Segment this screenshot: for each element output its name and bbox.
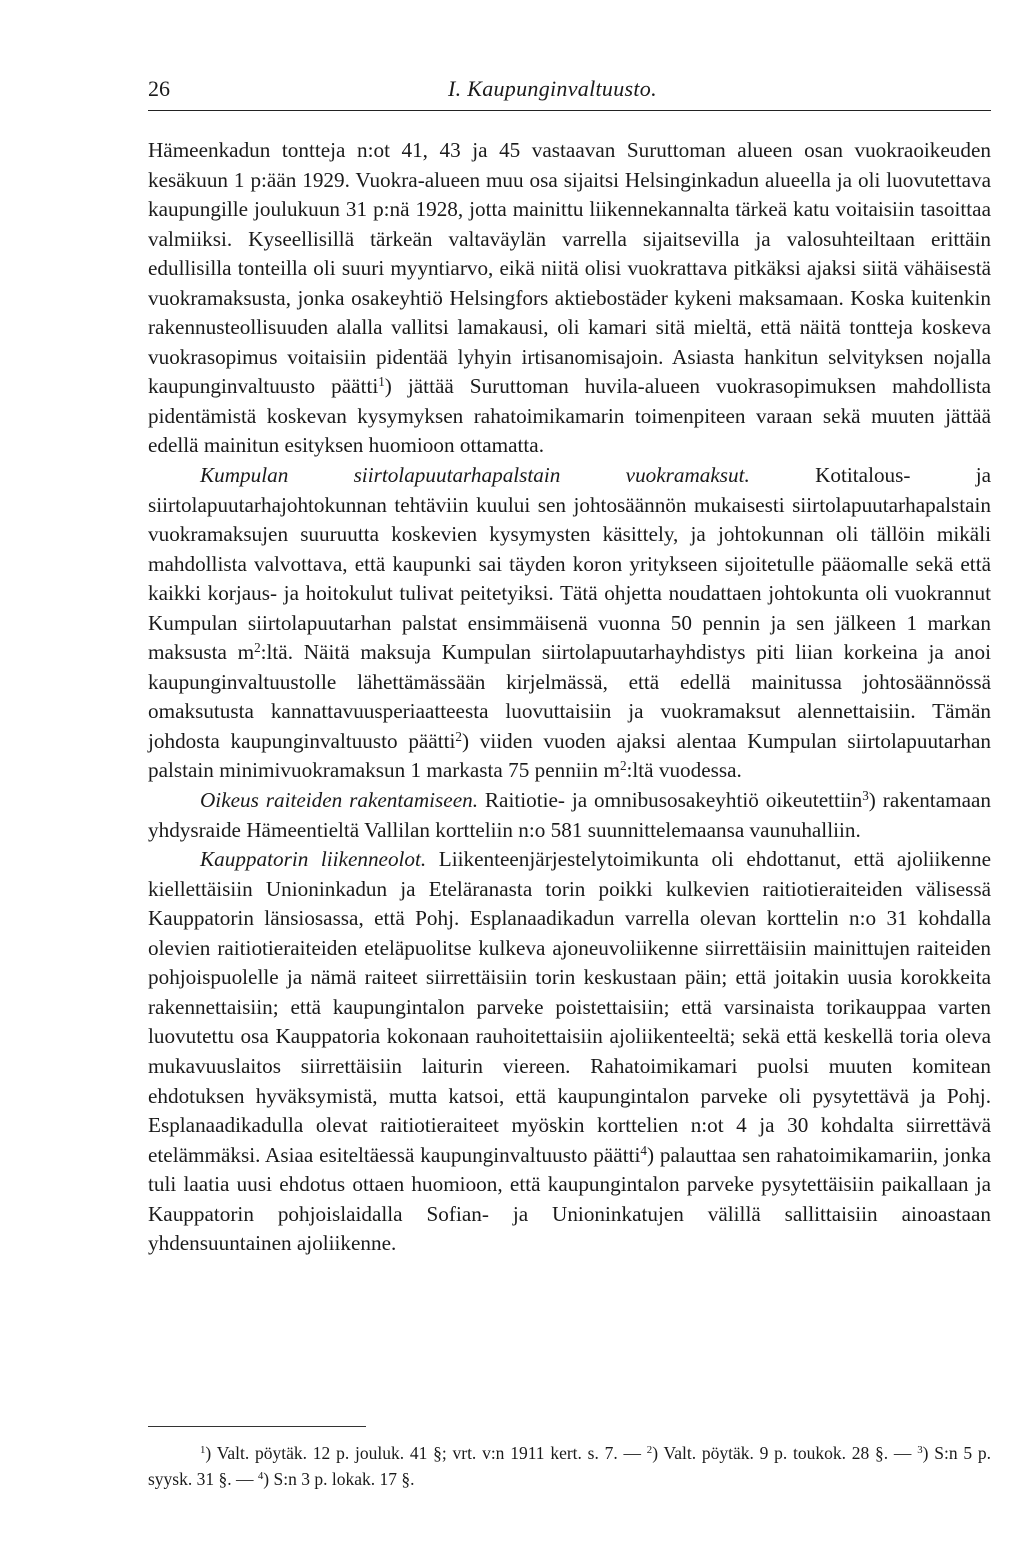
page-number: 26 (148, 76, 170, 101)
paragraph-text: Liikenteenjärjestelytoimikunta oli ehdottanut, että ajoliikenne kiellettäisiin Unioninkadun ja Eteläranasta torin poikki kulkevien raitiotieraiteiden välisessä Kauppatorin länsiosassa, että Pohj. Esplanaadikadun varrella olevan korttelin n:o 31 kohdalla olevien raitiotieraiteiden eteläpuolitse kulkeva ajoneuvoliikenne siirrettäisiin mainittujen raiteiden pohjoispuolelle ja nämä raiteet siirrettäisiin torin keskustaan päin; että joitakin uusia korokkeita rakennettaisiin; että kaupungintalon parveke poistettaisiin; että varsinaista torikauppaa varten luovutettu osa Kauppatoria kokonaan rauhoitettaisiin ajoliikenteeltä; sekä että keskellä toria oleva mukavuuslaitos siirrettäisiin laiturin viereen. Rahatoimikamari puolsi muuten komitean ehdotuksen hyväksymistä, mutta katsoi, että kaupungintalon parveke oli pysytettävä ja Pohj. Esplanaadikadulla olevat raitiotieraiteet myöskin korttelien n:ot 4 ja 30 kohdalta siirrettävä etelämmäksi. Asiaa esiteltäessä kaupunginvaltuusto päätti (148, 847, 992, 1167)
paragraph-kumpula (148, 461, 991, 786)
section-heading-market-square: Kauppatorin liikenneolot. (200, 847, 427, 872)
paragraph-text: ) viiden vuoden ajaksi alentaa Kumpulan siirtolapuutarhan palstain minimivuokramaksun 1 markasta 75 penniin m (148, 728, 991, 783)
page-header (148, 76, 991, 106)
paragraph-surutto-lease (148, 136, 991, 461)
paragraph-text: Kotitalous- ja siirtolapuutarhajohtokunnan tehtäviin kuului sen johtosäännön mukaisesti siirtolapuutarhapalstain vuokramaksujen suuruutta koskevien kysymysten käsittely, ja johtokunnan oli tällöin mikäli mahdollista valvottava, että kaupunki sai täyden koron yritykseen sijoitetulle pääomalle sekä että kaikki korjaus- ja hoitokulut tulivat peitetyiksi. Tätä ohjetta noudattaen johtokunta oli vuokrannut Kumpulan siirtolapuutarhan palstat ensimmäisenä vuonna 50 pennin ja sen jälkeen 1 markan maksusta m (148, 463, 992, 665)
footnote-3: ) S:n 5 p. syysk. 31 §. — (148, 1443, 991, 1489)
section-heading-tracks: Oikeus raiteiden rakentamiseen. (200, 788, 478, 813)
paragraph-text: :ltä vuodessa. (626, 758, 742, 783)
paragraph-market-square (148, 845, 991, 1259)
footnote-ref-4: 4 (640, 1142, 647, 1158)
paragraph-text: ) palauttaa sen rahatoimikamariin, jonka tuli laatia uusi ehdotus ottaen huomioon, että kaupungintalon parveke pysytettäisiin paikallaan ja Kauppatorin pohjoislaidalla Sofian- ja Unioninkatujen välillä sallittaisiin ainoastaan yhdensuuntainen ajoliikenne. (148, 1142, 991, 1256)
section-heading-kumpula: Kumpulan siirtolapuutarhapalstain vuokramaksut. (200, 463, 750, 488)
paragraph-text: ) rakentamaan yhdysraide Hämeentieltä Vallilan kortteliin n:o 581 suunnittelemaansa vaunuhalliin. (148, 788, 991, 842)
superscript: 2 (254, 640, 261, 656)
footnote-text (148, 1440, 991, 1492)
footnote-marker-3: 3 (917, 1444, 923, 1457)
running-head: I. Kaupunginvaltuusto. (448, 76, 657, 101)
paragraph-text: ) jättää Suruttoman huvila-alueen vuokrasopimuksen mahdollista pidentämistä koskevan kysymyksen rahatoimikamarin toimenpiteen varaan sekä muuten jättää edellä mainitun esityksen huomioon ottamatta. (148, 374, 991, 458)
footnotes (148, 1440, 991, 1492)
footnote-rule (148, 1426, 366, 1427)
footnote-marker-4: 4 (257, 1470, 264, 1483)
footnote-marker-2: 2 (646, 1444, 653, 1457)
footnote-ref-3: 3 (862, 787, 869, 803)
footnote-4: ) S:n 3 p. lokak. 17 §. (263, 1469, 415, 1489)
footnote-marker-1: 1 (200, 1444, 206, 1457)
paragraph-text: Raitiotie- ja omnibusosakeyhtiö oikeutettiin (478, 788, 863, 813)
paragraph-text: :ltä. Näitä maksuja Kumpulan siirtolapuutarhayhdistys piti liian korkeina ja anoi kaupunginvaltuustolle lähettämässään kirjelmässä, että edellä mainitussa johtosäännössä omaksutusta kannattavuusperiaatteesta luovuttaisiin ja vuokramaksut alennettaisiin. Tämän johdosta kaupunginvaltuusto päätti (148, 640, 991, 753)
footnote-1: ) Valt. pöytäk. 12 p. jouluk. 41 §; vrt. v:n 1911 kert. s. 7. — (205, 1443, 647, 1463)
paragraph-text: Hämeenkadun tontteja n:ot 41, 43 ja 45 vastaavan Suruttoman alueen osan vuokraoikeuden kesäkuun 1 p:ään 1929. Vuokra-alueen muu osa sijaitsi Helsinginkadun alueella ja oli luovutettava kaupungille joulukuun 31 p:nä 1928, jotta mainittu liikennekannalta tärkeä katu voitaisiin tasoittaa valmiiksi. Kyseellisillä tärkeän valtaväylän varrella sijaitsevilla ja valosuhteiltaan erittäin edullisilla tonteilla oli suuri myyntiarvo, eikä niitä olisi vuokrattava pitkäksi ajaksi siitä vähäisestä vuokramaksusta, jonka osakeyhtiö Helsingfors aktiebostäder kykeni maksamaan. Koska kuitenkin rakennusteollisuuden alalla vallitsi lamakausi, oli kamari sitä mieltä, että näitä tontteja koskeva vuokrasopimus voitaisiin pidentää lyhyin irtisanomisajoin. Asiasta hankitun selvityksen nojalla kaupunginvaltuusto päätti (148, 138, 991, 399)
paragraph-tracks (148, 786, 991, 845)
footnote-ref-1: 1 (378, 374, 385, 390)
body-text (148, 136, 991, 1259)
footnote-ref-2: 2 (455, 728, 462, 744)
footnote-2: ) Valt. pöytäk. 9 p. toukok. 28 §. — (652, 1443, 918, 1463)
header-rule (148, 110, 991, 111)
superscript: 2 (619, 758, 627, 774)
